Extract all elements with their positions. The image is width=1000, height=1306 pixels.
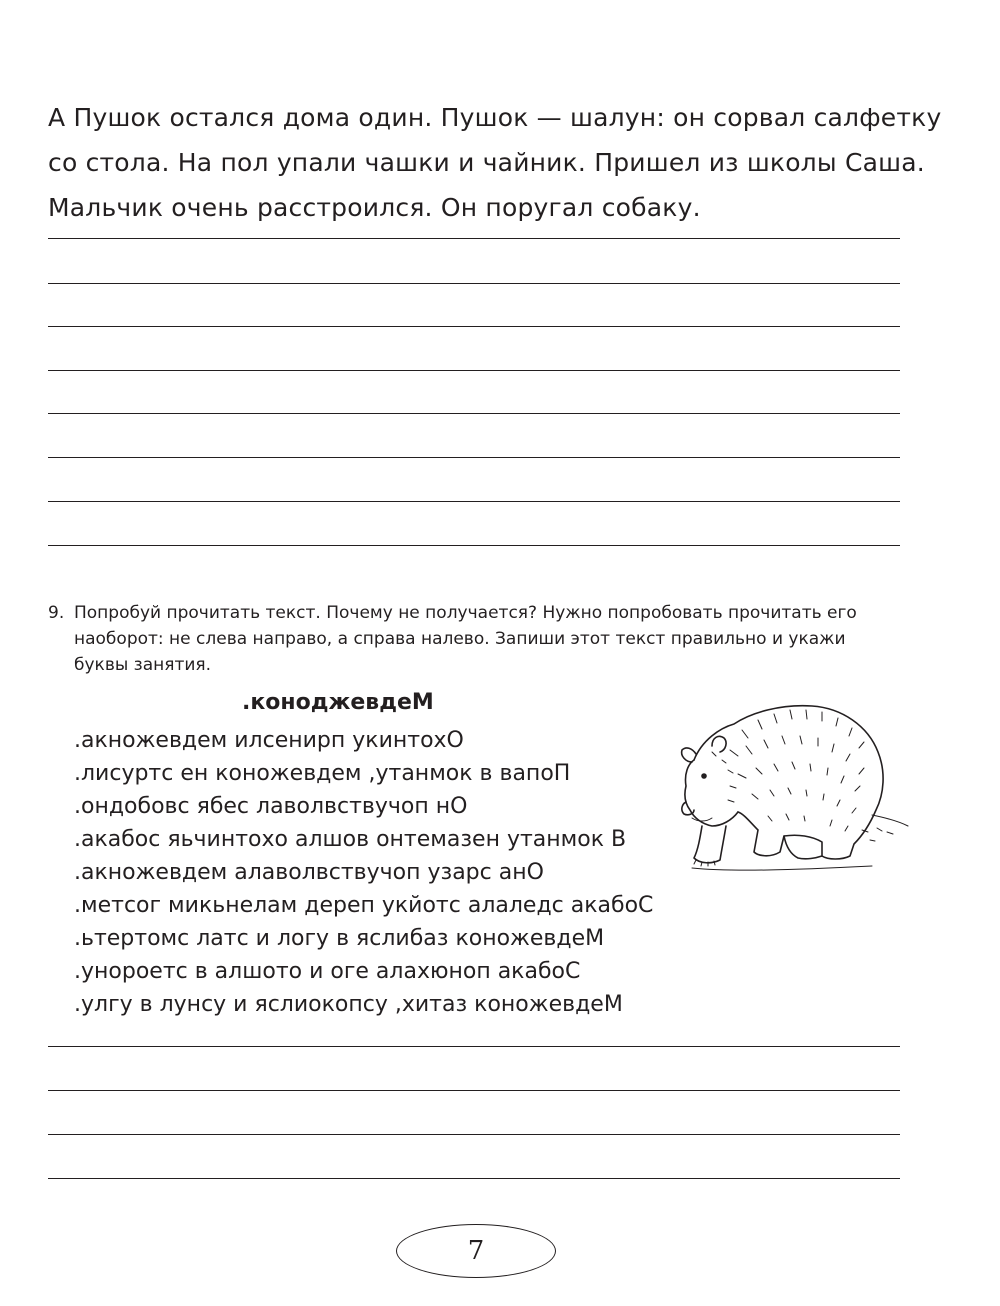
writing-line (48, 413, 900, 414)
reversed-line: .улгу в лунсу и яслиокопсу ,хитаз коножевдеМ (74, 992, 623, 1017)
reversed-line: .акножевдем илсенирп укинтохО (74, 728, 464, 753)
writing-line (48, 457, 900, 458)
bear-icon (672, 690, 912, 880)
writing-line (48, 283, 900, 284)
page-number-text: 7 (467, 1236, 485, 1266)
reversed-line: .лисуртс ен коножевдем ,утанмок в вапоП (74, 761, 571, 786)
task-line: Попробуй прочитать текст. Почему не получается? Нужно попробовать прочитать его (74, 603, 857, 623)
writing-line (48, 370, 900, 371)
writing-line (48, 238, 900, 239)
writing-line (48, 1046, 900, 1047)
task-number: 9. (48, 603, 65, 623)
reversed-text (74, 724, 653, 1021)
reversed-line: .акножевдем алаволвствучоп узарс анО (74, 860, 544, 885)
writing-line (48, 1134, 900, 1135)
task-instructions (74, 600, 928, 678)
reversed-line: .ьтертомс латс и логу в яслибаз коножевдеМ (74, 926, 605, 951)
reversed-line: .унороетс в алшото и оге алахюноп акабоС (74, 959, 581, 984)
story-line: со стола. На пол упали чашки и чайник. Пришел из школы Саша. (48, 148, 925, 177)
reversed-title: .коноджевдеМ (242, 690, 434, 715)
task-line: буквы занятия. (74, 655, 212, 675)
writing-line (48, 1178, 900, 1179)
writing-line (48, 326, 900, 327)
reversed-line: .акабос яьчинтохо алшов онтемазен утанмок В (74, 827, 627, 852)
story-line: А Пушок остался дома один. Пушок — шалун: он сорвал салфетку (48, 103, 942, 132)
task-line: наоборот: не слева направо, а справа налево. Запиши этот текст правильно и укажи (74, 629, 846, 649)
story-line: Мальчик очень расстроился. Он поругал собаку. (48, 193, 701, 222)
writing-line (48, 1090, 900, 1091)
reversed-line: .метсог микьнелам дереп укйотс алаледс акабоС (74, 893, 654, 918)
page-number (396, 1224, 556, 1278)
reversed-line: .ондобовс ябес лаволвствучоп нО (74, 794, 468, 819)
task-9 (48, 600, 928, 678)
writing-line (48, 545, 900, 546)
story-text (48, 95, 942, 230)
writing-line (48, 501, 900, 502)
